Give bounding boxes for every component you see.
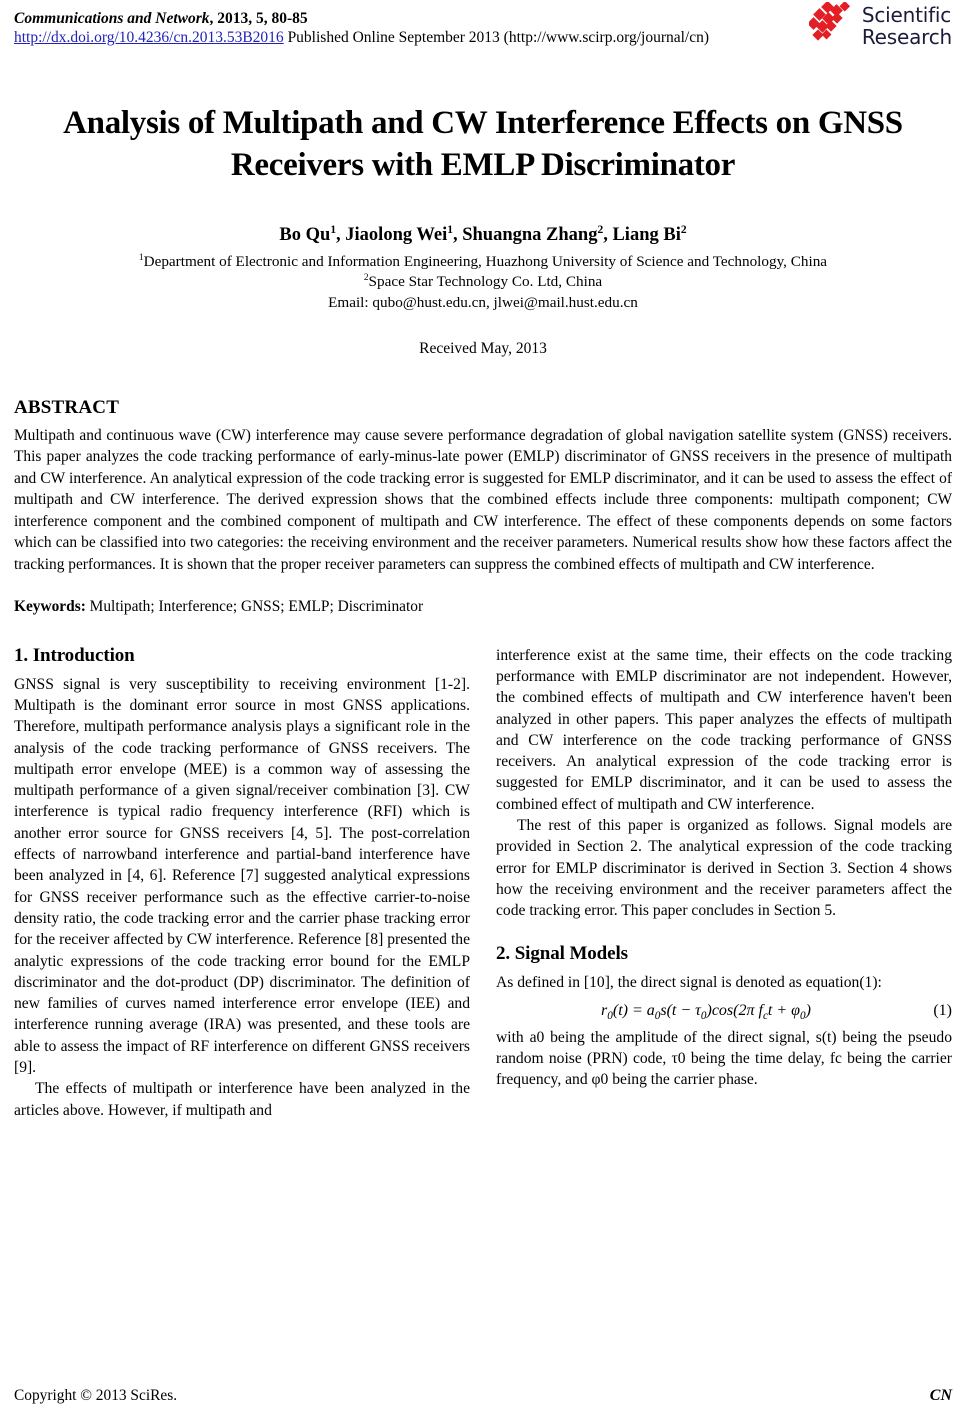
eq1-mid: s(t − τ [660,1001,701,1019]
equation-1-number: (1) [933,1001,952,1019]
equation-1-body [496,1002,916,1020]
affiliation-2-text: Space Star Technology Co. Ltd, China [368,272,603,290]
received-date: Received May, 2013 [419,339,547,357]
author-3-affil-marker: 2 [597,223,604,236]
author-2-affil-marker: 1 [447,223,453,236]
eq1-end: ) [805,1001,811,1019]
author-4: , Liang Bi [603,225,681,245]
eq1-mid3: t + φ [767,1001,801,1019]
affiliation-1-text: Department of Electronic and Information Engineering, Huazhong University of Science and Technology, China [143,253,828,270]
right-paragraph-1: interference exist at the same time, their effects on the code tracking performance with EMLP discriminator are not independent. However, the combined effects of multipath and CW interference haven't been analyzed in other papers. This paper analyzes the effects of multipath and CW interference on the code tracking performance of GNSS receivers. An analytical expression of the code tracking error is suggested for EMLP discriminator, and it can be used to assess the combined effect of multipath and CW interference. [496,646,952,813]
eq1-a-sub: 0 [654,1010,661,1022]
journal-abbreviation: CN [929,1387,952,1404]
eq1-phi-sub: 0 [800,1010,806,1022]
author-4-affil-marker: 2 [680,223,687,236]
affiliation-2-marker: 2 [363,272,369,283]
logo-wordmark [862,4,952,48]
copyright-notice: Copyright © 2013 SciRes. [14,1387,178,1404]
eq1-lhs-var: r [601,1001,608,1019]
section-heading-signal-models: 2. Signal Models [496,942,628,964]
diamond-lattice-icon [809,2,857,50]
eq1-mid2: )cos(2π f [706,1001,763,1019]
affiliation-1-marker: 1 [138,252,144,263]
author-list [14,223,952,247]
keywords-values: Multipath; Interference; GNSS; EMLP; Discriminator [85,597,424,615]
journal-masthead [14,0,952,58]
left-paragraph-2: The effects of multipath or interference have been analyzed in the articles above. However, if multipath and [14,1080,470,1119]
left-paragraph-1: GNSS signal is very susceptibility to receiving environment [1-2]. Multipath is the dominant error source in most GNSS applications. Therefore, multipath performance analysis plays a significant role in the analysis of the code tracking performance of GNSS receivers. The multipath error envelope (MEE) is a common way of assessing the multipath performance of a given signal/receiver combination [3]. CW interference is typical radio frequency interference (RFI) which is another error source for GNSS receivers [4, 5]. The post-correlation effects of narrowband interference and partial-band interference have been analyzed in [4, 6]. Reference [7] suggested analytical expressions for GNSS receiver performance such as the effective carrier-to-noise density ratio, the code tracking error and the carrier phase tracking error for the receiver affected by CW interference. Reference [8] presented the analytic expressions of the code tracking error bound for the EMLP discriminator and the dot-product (DP) discriminator. The definition of new families of curves named interference error envelope (IEE) and interference running average (IRA) was presented, and these tools are able to assess the impact of RF interference on different GNSS receivers [9]. [14,675,470,1076]
paper-title: Analysis of Multipath and CW Interference Effects on GNSS Receivers with EMLP Discriminator [63,105,903,183]
affiliation-2 [14,272,952,292]
eq1-text: (t) = a [612,1001,655,1019]
journal-issue-info: , 2013, 5, 80-85 [209,10,308,27]
equation-1-row [496,1002,952,1020]
right-paragraph-3: As defined in [10], the direct signal is denoted as equation(1): [496,973,882,991]
abstract-body: Multipath and continuous wave (CW) interference may cause severe performance degradation of global navigation satellite system (GNSS) receivers. This paper analyzes the code tracking performance of early-minus-late power (EMLP) discriminator of GNSS receivers in the presence of multipath and CW interference. An analytical expression of the code tracking error is suggested for EMLP discriminator, and it can be used to assess the effect of multipath and CW interference. The derived expression shows that the combined effects include three components: multipath component; CW interference component and the combined component of multipath and CW interference. The effect of these components depends on some factors which can be classified into two categories: the receiving environment and the receiver parameters. Numerical results show how these factors affect the tracking performances. It is shown that the proper receiver parameters can suppress the combined effects of multipath and CW interference. [14,426,952,574]
author-2: , Jiaolong Wei [336,225,448,245]
body-columns [14,645,952,1121]
page-footer [14,1387,952,1405]
published-online-note: Published Online September 2013 (http://www.scirp.org/journal/cn) [283,29,710,46]
affiliation-block [14,252,952,291]
author-1-affil-marker: 1 [330,223,337,236]
right-column [496,645,952,1121]
journal-name: Communications and Network [14,10,210,27]
keywords-label: Keywords: [14,597,86,615]
right-paragraph-4: with a0 being the amplitude of the direct signal, s(t) being the pseudo random noise (PRN) code, τ0 being the time delay, fc being the carrier frequency, and φ0 being the carrier phase. [496,1028,952,1089]
affiliation-1 [14,252,952,272]
doi-link[interactable]: http://dx.doi.org/10.4236/cn.2013.53B2016 [14,29,284,46]
right-paragraph-2: The rest of this paper is organized as follows. Signal models are provided in Section 2. The analytical expression of the code tracking error for EMLP discriminator is derived in Section 3. Section 4 shows how the receiving environment and the receiver parameters affect the code tracking error. This paper concludes in Section 5. [496,817,952,920]
scientific-research-logo [809,2,952,50]
author-1: Bo Qu [279,225,331,245]
eq1-fc-sub: c [762,1010,768,1022]
left-column [14,645,470,1121]
section-heading-introduction: 1. Introduction [14,644,135,666]
abstract-heading: ABSTRACT [14,396,120,418]
logo-text-line2: Research [861,25,952,49]
contact-email-line: Email: qubo@hust.edu.cn, jlwei@mail.hust.edu.cn [328,294,638,311]
keywords-line [14,596,952,617]
eq1-tau-sub: 0 [700,1010,707,1022]
author-3: , Shuangna Zhang [452,225,598,245]
eq1-lhs-sub: 0 [607,1010,613,1022]
logo-text-line1: Scientific [861,3,952,27]
